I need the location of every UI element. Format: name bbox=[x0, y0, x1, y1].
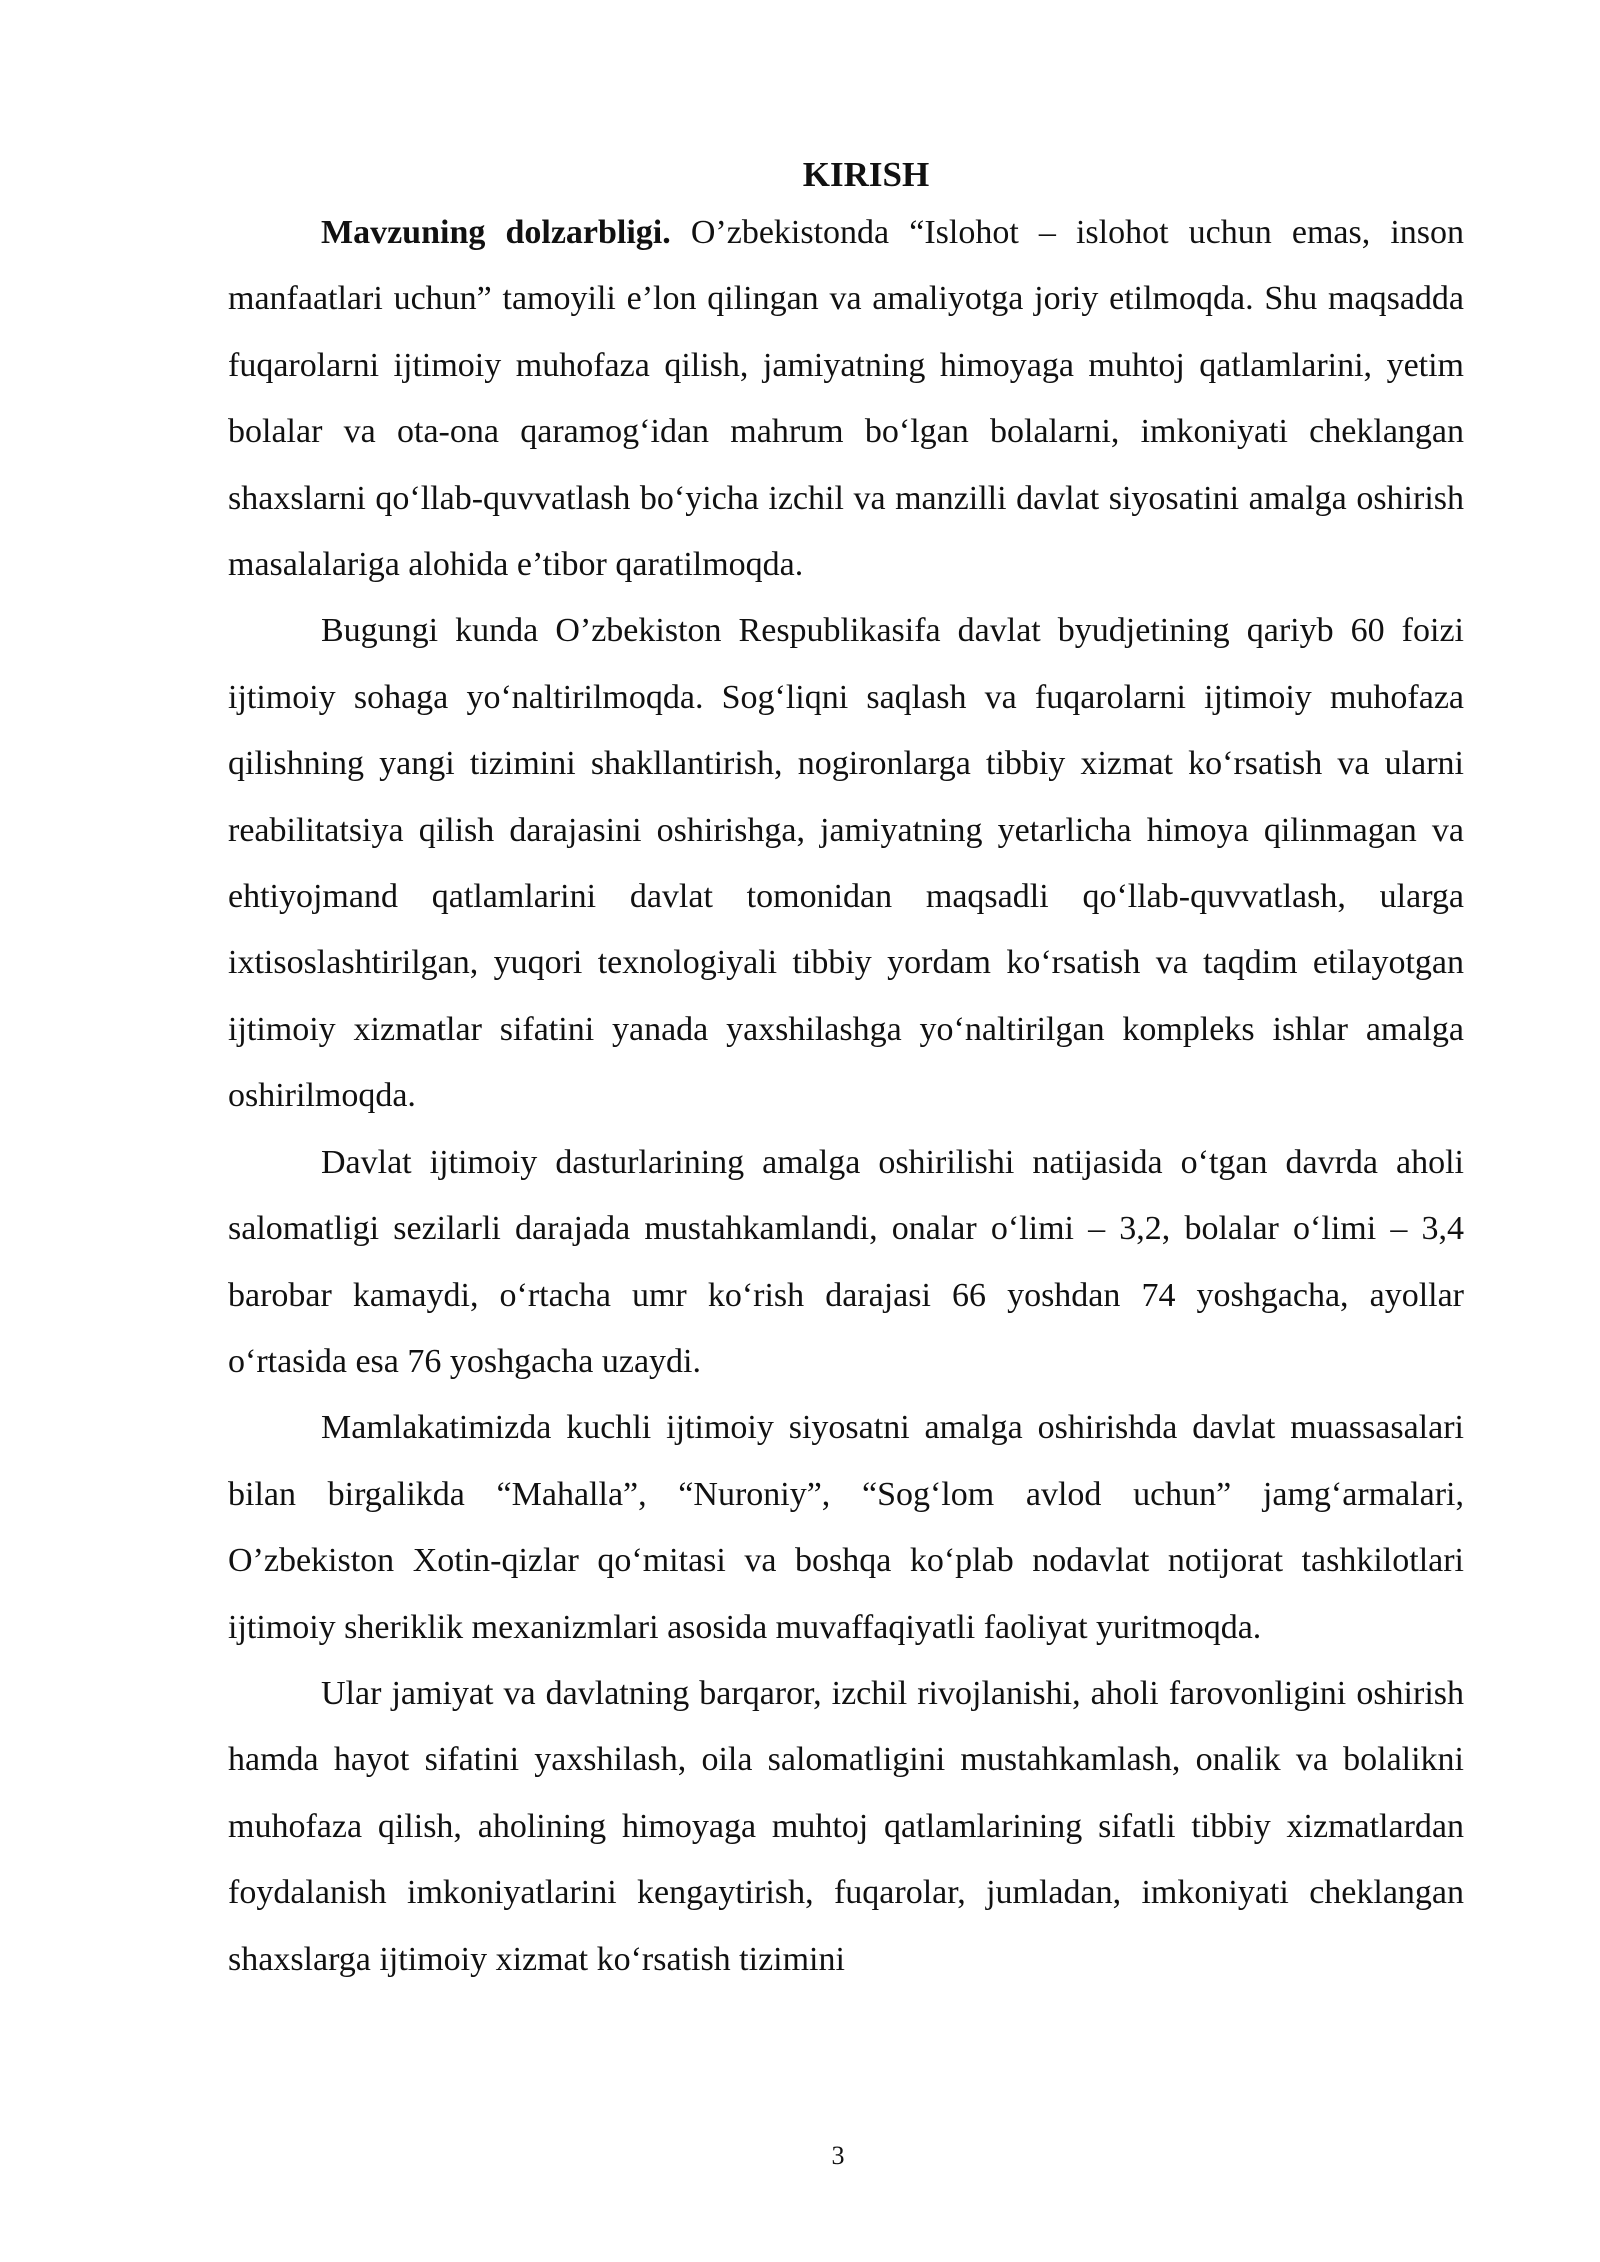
document-page bbox=[228, 150, 1464, 1993]
paragraph-4-text: Mamlakatimizda kuchli ijtimoiy siyosatni amalga oshirishda davlat muassasalari bilan birgalikda “Mahalla”, “Nuroniy”, “Sog‘lom avlod uchun” jamg‘armalari, O’zbekiston Xotin-qizlar qo‘mitasi va boshqa ko‘plab nodavlat notijorat tashkilotlari ijtimoiy sheriklik mexanizmlari asosida muvaffaqiyatli faoliyat yuritmoqda. bbox=[228, 1409, 1464, 1646]
paragraph-3-text: Davlat ijtimoiy dasturlarining amalga oshirilishi natijasida o‘tgan davrda aholi salomatligi sezilarli darajada mustahkamlandi, onalar o‘limi – 3,2, bolalar o‘limi – 3,4 barobar kamaydi, o‘rtacha umr ko‘rish darajasi 66 yoshdan 74 yoshgacha, ayollar o‘rtasida esa 76 yoshgacha uzaydi. bbox=[228, 1143, 1464, 1380]
paragraph-2 bbox=[228, 598, 1464, 1129]
paragraph-2-text: Bugungi kunda O’zbekiston Respublikasifa davlat byudjetining qariyb 60 foizi ijtimoiy sohaga yo‘naltirilmoqda. Sog‘liqni saqlash va fuqarolarni ijtimoiy muhofaza qilishning yangi tizimini shakllantirish, nogironlarga tibbiy xizmat ko‘rsatish va ularni reabilitatsiya qilish darajasini oshirishga, jamiyatning yetarlicha himoya qilinmagan va ehtiyojmand qatlamlarini davlat tomonidan maqsadli qo‘llab-quvvatlash, ularga ixtisoslashtirilgan, yuqori texnologiyali tibbiy yordam ko‘rsatish va taqdim etilayotgan ijtimoiy xizmatlar sifatini yanada yaxshilashga yo‘naltirilgan kompleks ishlar amalga oshirilmoqda. bbox=[228, 612, 1464, 1115]
paragraph-1-lead: Mavzuning dolzarbligi. bbox=[321, 214, 671, 251]
paragraph-1-text: O’zbekistonda “Islohot – islohot uchun emas, inson manfaatlari uchun” tamoyili e’lon qilingan va amaliyotga joriy etilmoqda. Shu maqsadda fuqarolarni ijtimoiy muhofaza qilish, jamiyatning himoyaga muhtoj qatlamlarini, yetim bolalar va ota-ona qaramog‘idan mahrum bo‘lgan bolalarni, imkoniyati cheklangan shaxslarni qo‘llab-quvvatlash bo‘yicha izchil va manzilli davlat siyosatini amalga oshirish masalalariga alohida e’tibor qaratilmoqda. bbox=[228, 214, 1464, 584]
paragraph-1 bbox=[228, 200, 1464, 598]
paragraph-3 bbox=[228, 1130, 1464, 1396]
page-number: 3 bbox=[831, 2141, 845, 2170]
paragraph-4 bbox=[228, 1395, 1464, 1661]
section-heading: KIRISH bbox=[802, 155, 930, 194]
paragraph-5 bbox=[228, 1661, 1464, 1993]
paragraph-5-text: Ular jamiyat va davlatning barqaror, izchil rivojlanishi, aholi farovonligini oshirish hamda hayot sifatini yaxshilash, oila salomatligini mustahkamlash, onalik va bolalikni muhofaza qilish, aholining himoyaga muhtoj qatlamlarining sifatli tibbiy xizmatlardan foydalanish imkoniyatlarini kengaytirish, fuqarolar, jumladan, imkoniyati cheklangan shaxslarga ijtimoiy xizmat ko‘rsatish tizimini bbox=[228, 1674, 1464, 1978]
